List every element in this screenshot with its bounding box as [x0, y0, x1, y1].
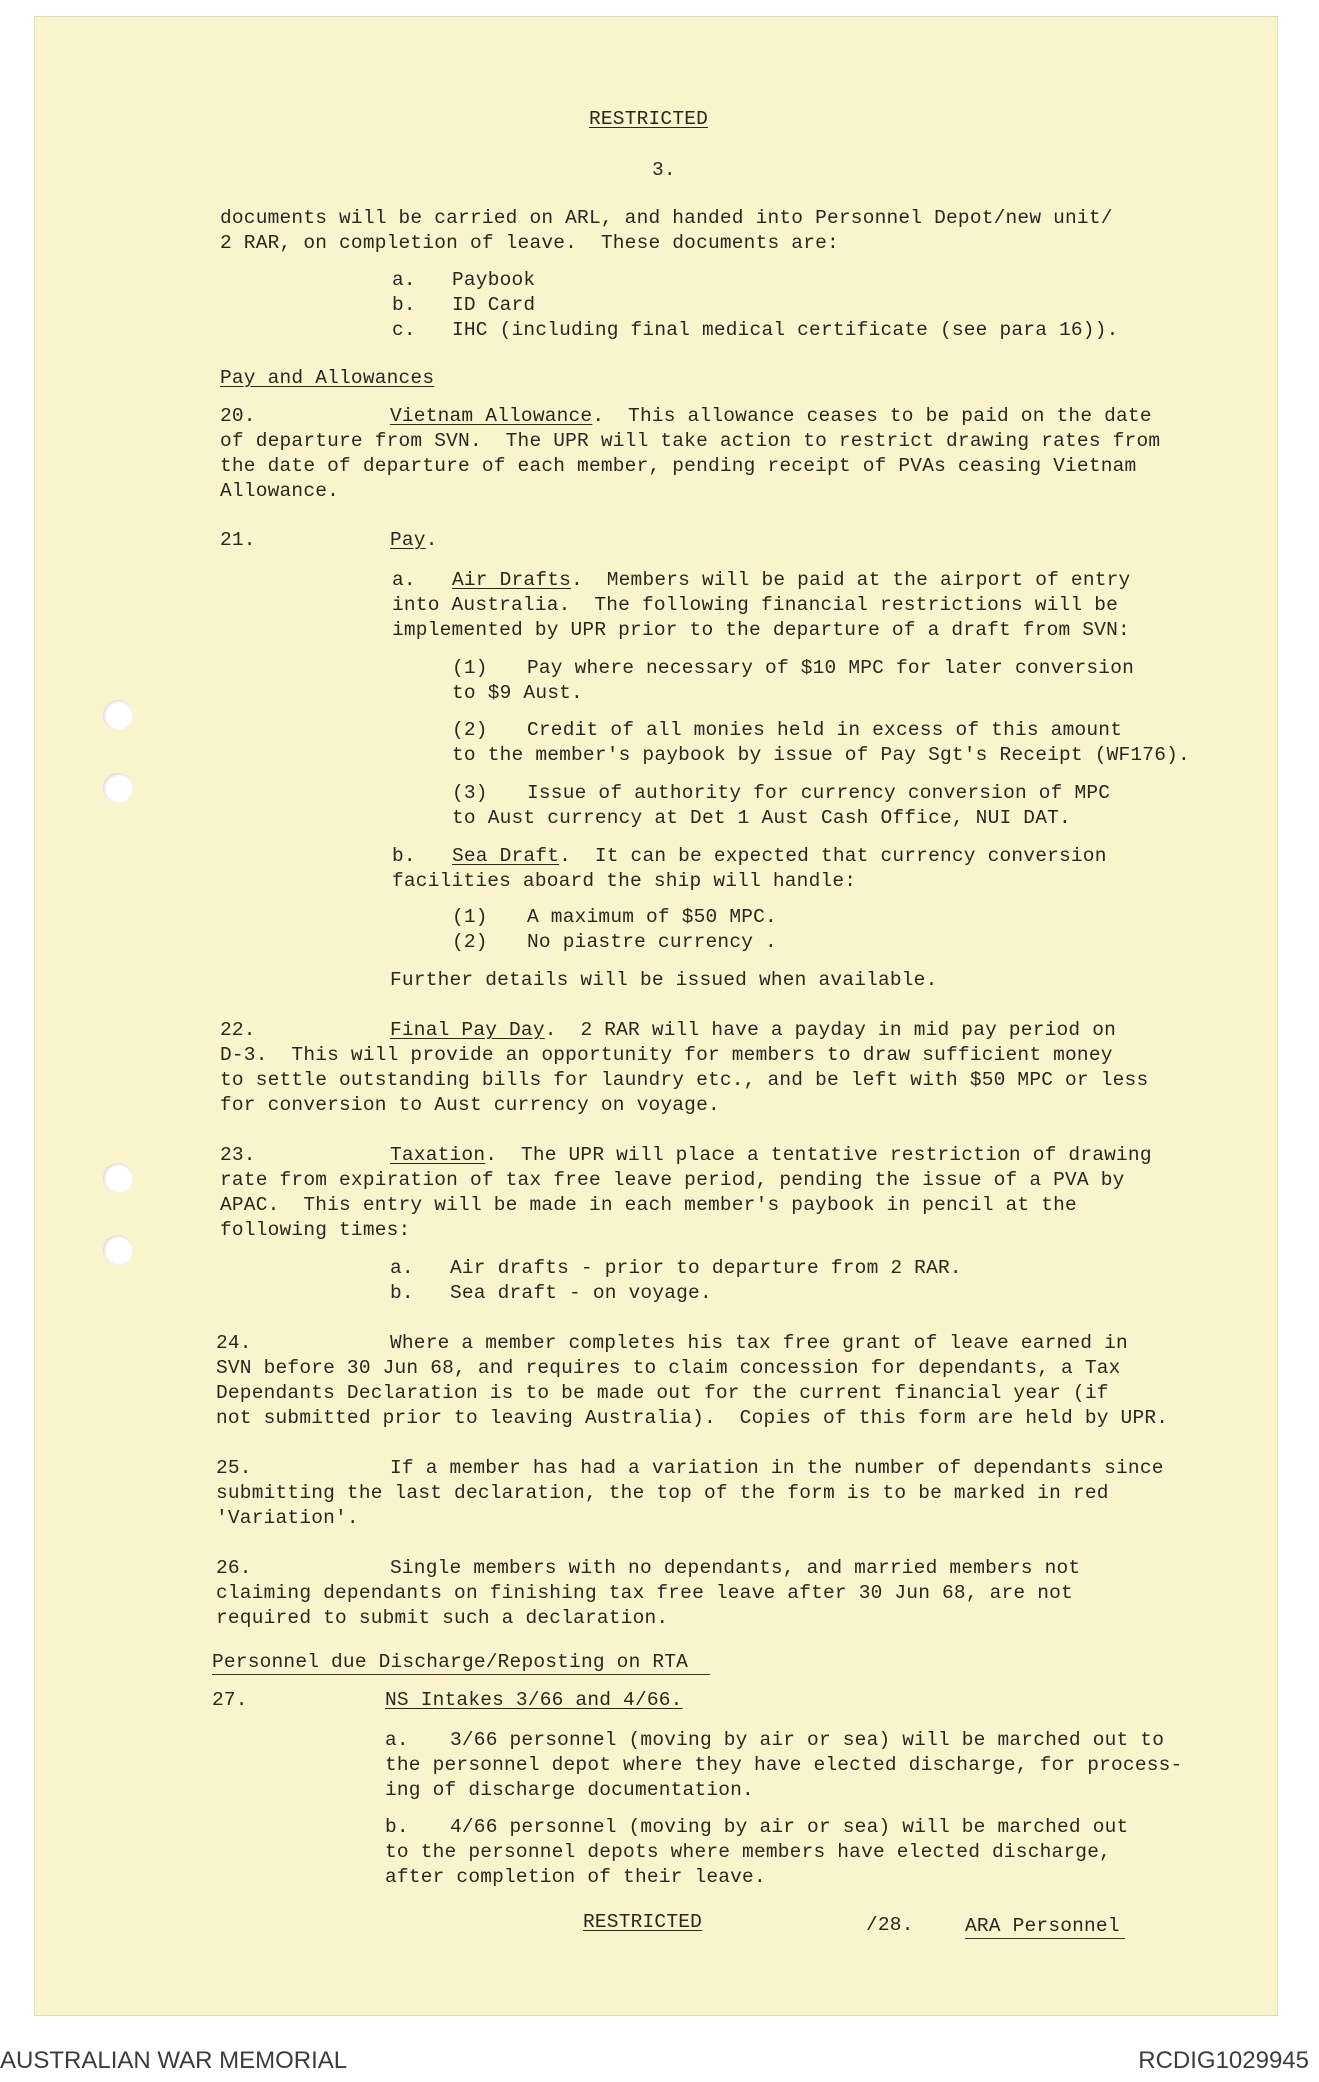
section-underline [212, 1674, 710, 1675]
para-line: No piastre currency . [527, 931, 777, 953]
list-item: IHC (including final medical certificate (see para 16)). [452, 319, 1119, 341]
para-text: . The UPR will place a tentative restriction of drawing [485, 1144, 1152, 1166]
para-line: rate from expiration of tax free leave period, pending the issue of a PVA by [220, 1169, 1125, 1191]
para-line: ing of discharge documentation. [385, 1779, 754, 1801]
para-line: 4/66 personnel (moving by air or sea) will be marched out [450, 1816, 1129, 1838]
list-letter: b. [392, 294, 416, 316]
para-line: to $9 Aust. [452, 682, 583, 704]
para-line: Issue of authority for currency conversion of MPC [527, 782, 1111, 804]
para-line [452, 844, 1107, 868]
para-number: 22. [220, 1019, 256, 1041]
para-line [452, 568, 1130, 592]
para-line: after completion of their leave. [385, 1866, 766, 1888]
intro-line: 2 RAR, on completion of leave. These documents are: [220, 232, 839, 254]
para-title: Final Pay Day [390, 1019, 545, 1041]
para-title: Taxation [390, 1144, 486, 1166]
para-line: Further details will be issued when available. [390, 969, 938, 991]
list-letter: a. [390, 1257, 414, 1279]
para-line: required to submit such a declaration. [216, 1607, 669, 1629]
catchword-underline [965, 1938, 1125, 1939]
list-letter: a. [392, 269, 416, 291]
para-line: to the member's paybook by issue of Pay Sgt's Receipt (WF176). [452, 744, 1190, 766]
para-title: Vietnam Allowance [390, 405, 593, 427]
para-line: Dependants Declaration is to be made out for the current financial year (if [216, 1382, 1109, 1404]
sub-letter: b. [392, 845, 416, 867]
sub-number: (1) [452, 657, 488, 679]
para-text: . [425, 529, 438, 551]
para-line: Single members with no dependants, and married members not [390, 1557, 1081, 1579]
para-line [390, 404, 1152, 428]
sub-letter: a. [385, 1729, 409, 1751]
document-page [34, 16, 1278, 2016]
header-classification: RESTRICTED [589, 108, 709, 130]
sub-number: (2) [452, 931, 488, 953]
para-line: following times: [220, 1219, 411, 1241]
para-line: to the personnel depots where members have elected discharge, [385, 1841, 1112, 1863]
para-title: Air Drafts [452, 569, 572, 591]
section-heading: Pay and Allowances [220, 367, 435, 389]
para-line: Allowance. [220, 480, 340, 502]
para-line: submitting the last declaration, the top of the form is to be marked in red [216, 1482, 1109, 1504]
para-line: into Australia. The following financial restrictions will be [392, 594, 1119, 616]
list-letter: c. [392, 319, 416, 341]
section-heading: Personnel due Discharge/Reposting on RTA [212, 1651, 689, 1673]
para-line [390, 1143, 1152, 1167]
para-line: D-3. This will provide an opportunity for members to draw sufficient money [220, 1044, 1113, 1066]
para-line: to Aust currency at Det 1 Aust Cash Office, NUI DAT. [452, 807, 1071, 829]
para-number: 23. [220, 1144, 256, 1166]
footer-classification: RESTRICTED [583, 1911, 703, 1933]
para-line: the date of departure of each member, pending receipt of PVAs ceasing Vietnam [220, 455, 1137, 477]
para-line: of departure from SVN. The UPR will take action to restrict drawing rates from [220, 430, 1161, 452]
archive-name: AUSTRALIAN WAR MEMORIAL [0, 2047, 348, 2074]
para-line: If a member has had a variation in the number of dependants since [390, 1457, 1164, 1479]
para-line [390, 528, 438, 552]
para-line: APAC. This entry will be made in each member's paybook in pencil at the [220, 1194, 1077, 1216]
para-number: 24. [216, 1332, 252, 1354]
sub-letter: b. [385, 1816, 409, 1838]
list-item: Air drafts - prior to departure from 2 RAR. [450, 1257, 962, 1279]
para-text: . 2 RAR will have a payday in mid pay period on [544, 1019, 1117, 1041]
para-line: SVN before 30 Jun 68, and requires to claim concession for dependants, a Tax [216, 1357, 1121, 1379]
para-title: Sea Draft [452, 845, 560, 867]
para-line: for conversion to Aust currency on voyage. [220, 1094, 720, 1116]
list-item: Paybook [452, 269, 536, 291]
punch-hole [103, 773, 133, 803]
next-paragraph-ref: /28. [866, 1914, 914, 1936]
para-line: claiming dependants on finishing tax free leave after 30 Jun 68, are not [216, 1582, 1073, 1604]
list-item: ID Card [452, 294, 536, 316]
catchword: ARA Personnel [965, 1915, 1120, 1937]
para-number: 21. [220, 529, 256, 551]
para-title: NS Intakes 3/66 and 4/66. [385, 1689, 683, 1711]
para-line: implemented by UPR prior to the departure of a draft from SVN: [392, 619, 1130, 641]
para-number: 26. [216, 1557, 252, 1579]
sub-number: (2) [452, 719, 488, 741]
page-number: 3. [652, 159, 676, 181]
punch-hole [103, 1163, 133, 1193]
para-number: 25. [216, 1457, 252, 1479]
punch-hole [103, 700, 133, 730]
sub-number: (3) [452, 782, 488, 804]
punch-hole [103, 1235, 133, 1265]
archive-id: RCDIG1029945 [1138, 2047, 1309, 2074]
para-line: not submitted prior to leaving Australia). Copies of this form are held by UPR. [216, 1407, 1169, 1429]
para-line: 3/66 personnel (moving by air or sea) will be marched out to [450, 1729, 1165, 1751]
para-line: the personnel depot where they have elected discharge, for process- [385, 1754, 1183, 1776]
para-text: . This allowance ceases to be paid on the date [592, 405, 1152, 427]
para-text: . Members will be paid at the airport of entry [571, 569, 1131, 591]
para-title: Pay [390, 529, 426, 551]
sub-number: (1) [452, 906, 488, 928]
para-line: to settle outstanding bills for laundry etc., and be left with $50 MPC or less [220, 1069, 1149, 1091]
intro-line: documents will be carried on ARL, and handed into Personnel Depot/new unit/ [220, 207, 1113, 229]
para-text: . It can be expected that currency conversion [559, 845, 1107, 867]
para-line: Where a member completes his tax free grant of leave earned in [390, 1332, 1128, 1354]
para-line: 'Variation'. [216, 1507, 359, 1529]
para-line: facilities aboard the ship will handle: [392, 870, 857, 892]
para-line: A maximum of $50 MPC. [527, 906, 777, 928]
para-line [390, 1018, 1116, 1042]
list-item: Sea draft - on voyage. [450, 1282, 712, 1304]
sub-letter: a. [392, 569, 416, 591]
para-number: 27. [212, 1689, 248, 1711]
para-line: Credit of all monies held in excess of this amount [527, 719, 1123, 741]
para-number: 20. [220, 405, 256, 427]
para-line: Pay where necessary of $10 MPC for later conversion [527, 657, 1134, 679]
list-letter: b. [390, 1282, 414, 1304]
